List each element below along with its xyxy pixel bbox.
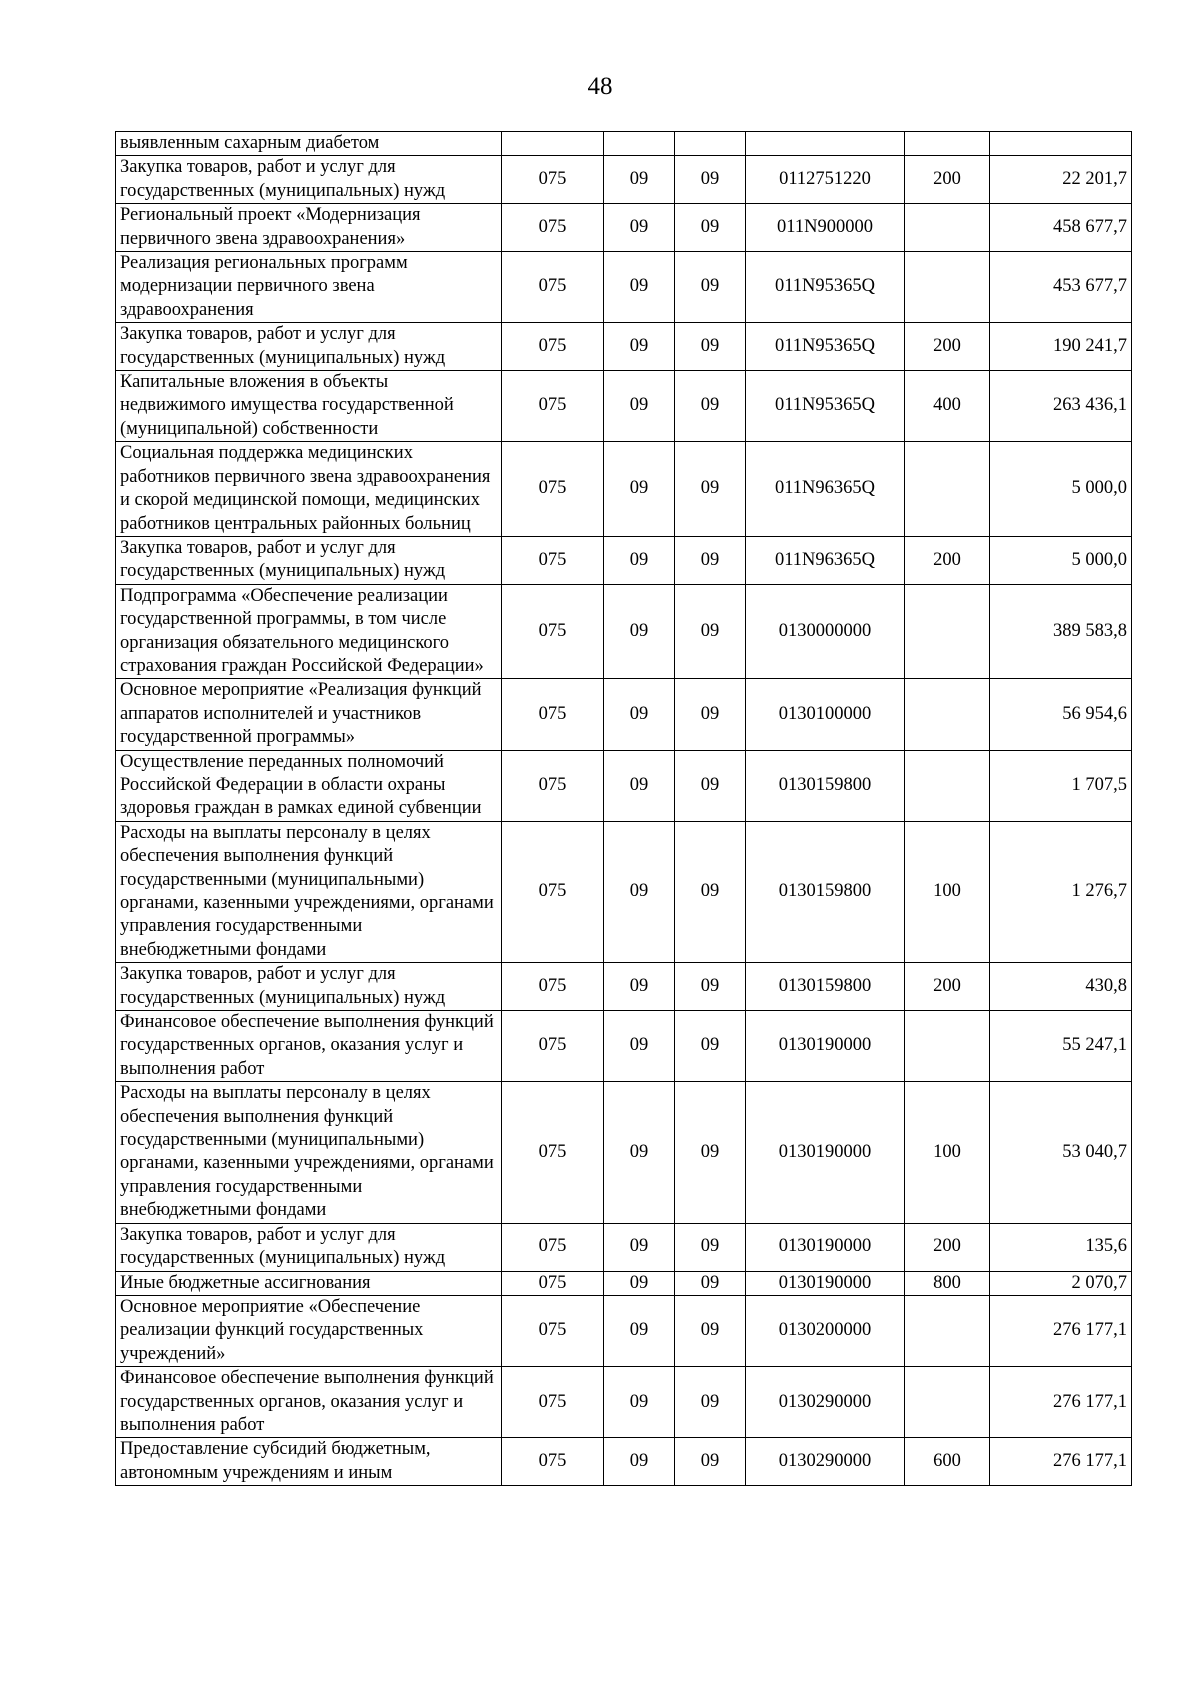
amount-cell: 389 583,8 (990, 584, 1132, 679)
subsection-code-cell: 09 (675, 156, 746, 204)
expense-type-code-cell: 200 (905, 323, 990, 371)
expense-name-cell: Закупка товаров, работ и услуг для государственных (муниципальных) нужд (116, 323, 502, 371)
ministry-code-cell: 075 (502, 1082, 604, 1223)
table-row (116, 252, 1132, 323)
amount-cell: 53 040,7 (990, 1082, 1132, 1223)
target-item-code-cell: 0130190000 (746, 1082, 905, 1223)
ministry-code-cell: 075 (502, 323, 604, 371)
target-item-code-cell: 0130190000 (746, 1223, 905, 1271)
expense-name-cell: Закупка товаров, работ и услуг для государственных (муниципальных) нужд (116, 156, 502, 204)
subsection-code-cell: 09 (675, 963, 746, 1011)
section-code-cell: 09 (604, 1271, 675, 1295)
expense-name-cell: Подпрограмма «Обеспечение реализации государственной программы, в том числе организация обязательного медицинского страхования граждан Российской Федерации» (116, 584, 502, 679)
table-row (116, 1271, 1132, 1295)
table-row (116, 1295, 1132, 1366)
ministry-code-cell: 075 (502, 1011, 604, 1082)
target-item-code-cell: 0130200000 (746, 1295, 905, 1366)
subsection-code-cell: 09 (675, 536, 746, 584)
section-code-cell: 09 (604, 1011, 675, 1082)
subsection-code-cell: 09 (675, 252, 746, 323)
subsection-code-cell: 09 (675, 679, 746, 750)
section-code-cell (604, 132, 675, 156)
amount-cell: 263 436,1 (990, 371, 1132, 442)
target-item-code-cell (746, 132, 905, 156)
expense-type-code-cell: 600 (905, 1438, 990, 1486)
target-item-code-cell: 0130159800 (746, 963, 905, 1011)
ministry-code-cell: 075 (502, 1438, 604, 1486)
ministry-code-cell: 075 (502, 156, 604, 204)
ministry-code-cell: 075 (502, 1295, 604, 1366)
budget-table (115, 131, 1132, 1486)
amount-cell: 56 954,6 (990, 679, 1132, 750)
expense-name-cell: Капитальные вложения в объекты недвижимого имущества государственной (муниципальной) собственности (116, 371, 502, 442)
section-code-cell: 09 (604, 963, 675, 1011)
subsection-code-cell: 09 (675, 1367, 746, 1438)
expense-type-code-cell (905, 679, 990, 750)
section-code-cell: 09 (604, 750, 675, 821)
page-number: 48 (587, 73, 613, 100)
section-code-cell: 09 (604, 1082, 675, 1223)
ministry-code-cell: 075 (502, 750, 604, 821)
ministry-code-cell: 075 (502, 1271, 604, 1295)
amount-cell: 2 070,7 (990, 1271, 1132, 1295)
subsection-code-cell: 09 (675, 1223, 746, 1271)
expense-name-cell: выявленным сахарным диабетом (116, 132, 502, 156)
expense-type-code-cell: 200 (905, 963, 990, 1011)
section-code-cell: 09 (604, 156, 675, 204)
section-code-cell: 09 (604, 1295, 675, 1366)
amount-cell (990, 132, 1132, 156)
expense-type-code-cell: 200 (905, 1223, 990, 1271)
target-item-code-cell: 0112751220 (746, 156, 905, 204)
expense-type-code-cell (905, 1367, 990, 1438)
section-code-cell: 09 (604, 1367, 675, 1438)
amount-cell: 276 177,1 (990, 1295, 1132, 1366)
expense-type-code-cell (905, 442, 990, 537)
amount-cell: 55 247,1 (990, 1011, 1132, 1082)
section-code-cell: 09 (604, 584, 675, 679)
amount-cell: 276 177,1 (990, 1438, 1132, 1486)
expense-type-code-cell (905, 1295, 990, 1366)
section-code-cell: 09 (604, 204, 675, 252)
subsection-code-cell: 09 (675, 1295, 746, 1366)
target-item-code-cell: 0130190000 (746, 1011, 905, 1082)
target-item-code-cell: 0130159800 (746, 821, 905, 962)
ministry-code-cell (502, 132, 604, 156)
table-row (116, 132, 1132, 156)
section-code-cell: 09 (604, 323, 675, 371)
amount-cell: 458 677,7 (990, 204, 1132, 252)
subsection-code-cell: 09 (675, 323, 746, 371)
expense-type-code-cell (905, 204, 990, 252)
subsection-code-cell: 09 (675, 442, 746, 537)
section-code-cell: 09 (604, 536, 675, 584)
amount-cell: 190 241,7 (990, 323, 1132, 371)
expense-type-code-cell: 800 (905, 1271, 990, 1295)
subsection-code-cell: 09 (675, 584, 746, 679)
amount-cell: 1 276,7 (990, 821, 1132, 962)
budget-table-body (116, 132, 1132, 1486)
expense-name-cell: Реализация региональных программ модернизации первичного звена здравоохранения (116, 252, 502, 323)
expense-name-cell: Закупка товаров, работ и услуг для государственных (муниципальных) нужд (116, 1223, 502, 1271)
amount-cell: 453 677,7 (990, 252, 1132, 323)
ministry-code-cell: 075 (502, 1223, 604, 1271)
target-item-code-cell: 011N96365Q (746, 536, 905, 584)
table-row (116, 963, 1132, 1011)
section-code-cell: 09 (604, 1223, 675, 1271)
table-row (116, 821, 1132, 962)
expense-type-code-cell: 200 (905, 156, 990, 204)
expense-name-cell: Предоставление субсидий бюджетным, автономным учреждениям и иным (116, 1438, 502, 1486)
subsection-code-cell: 09 (675, 1438, 746, 1486)
ministry-code-cell: 075 (502, 536, 604, 584)
table-row (116, 536, 1132, 584)
table-row (116, 679, 1132, 750)
table-row (116, 750, 1132, 821)
subsection-code-cell: 09 (675, 1011, 746, 1082)
target-item-code-cell: 0130190000 (746, 1271, 905, 1295)
table-row (116, 1438, 1132, 1486)
table-row (116, 323, 1132, 371)
table-row (116, 371, 1132, 442)
expense-type-code-cell: 100 (905, 821, 990, 962)
subsection-code-cell: 09 (675, 1271, 746, 1295)
target-item-code-cell: 011N900000 (746, 204, 905, 252)
table-row (116, 156, 1132, 204)
table-row (116, 442, 1132, 537)
table-row (116, 1011, 1132, 1082)
section-code-cell: 09 (604, 371, 675, 442)
amount-cell: 1 707,5 (990, 750, 1132, 821)
target-item-code-cell: 011N95365Q (746, 252, 905, 323)
expense-name-cell: Закупка товаров, работ и услуг для государственных (муниципальных) нужд (116, 536, 502, 584)
ministry-code-cell: 075 (502, 1367, 604, 1438)
expense-name-cell: Закупка товаров, работ и услуг для государственных (муниципальных) нужд (116, 963, 502, 1011)
ministry-code-cell: 075 (502, 371, 604, 442)
ministry-code-cell: 075 (502, 963, 604, 1011)
expense-type-code-cell: 400 (905, 371, 990, 442)
expense-name-cell: Расходы на выплаты персоналу в целях обеспечения выполнения функций государственными (муниципальными) органами, казенными учреждениями, органами управления государственными внебюджетными фондами (116, 1082, 502, 1223)
subsection-code-cell: 09 (675, 1082, 746, 1223)
target-item-code-cell: 0130000000 (746, 584, 905, 679)
expense-type-code-cell (905, 252, 990, 323)
amount-cell: 22 201,7 (990, 156, 1132, 204)
subsection-code-cell (675, 132, 746, 156)
target-item-code-cell: 011N95365Q (746, 371, 905, 442)
ministry-code-cell: 075 (502, 679, 604, 750)
amount-cell: 5 000,0 (990, 442, 1132, 537)
amount-cell: 430,8 (990, 963, 1132, 1011)
expense-name-cell: Финансовое обеспечение выполнения функций государственных органов, оказания услуг и выполнения работ (116, 1011, 502, 1082)
section-code-cell: 09 (604, 679, 675, 750)
table-row (116, 1223, 1132, 1271)
expense-type-code-cell: 200 (905, 536, 990, 584)
expense-type-code-cell (905, 584, 990, 679)
ministry-code-cell: 075 (502, 584, 604, 679)
table-row (116, 1082, 1132, 1223)
amount-cell: 135,6 (990, 1223, 1132, 1271)
amount-cell: 5 000,0 (990, 536, 1132, 584)
subsection-code-cell: 09 (675, 371, 746, 442)
section-code-cell: 09 (604, 442, 675, 537)
ministry-code-cell: 075 (502, 204, 604, 252)
expense-name-cell: Социальная поддержка медицинских работников первичного звена здравоохранения и скорой медицинской помощи, медицинских работников центральных районных больниц (116, 442, 502, 537)
table-row (116, 584, 1132, 679)
amount-cell: 276 177,1 (990, 1367, 1132, 1438)
ministry-code-cell: 075 (502, 252, 604, 323)
expense-name-cell: Основное мероприятие «Реализация функций аппаратов исполнителей и участников государственной программы» (116, 679, 502, 750)
expense-type-code-cell (905, 132, 990, 156)
target-item-code-cell: 0130290000 (746, 1367, 905, 1438)
table-row (116, 1367, 1132, 1438)
subsection-code-cell: 09 (675, 821, 746, 962)
subsection-code-cell: 09 (675, 750, 746, 821)
section-code-cell: 09 (604, 1438, 675, 1486)
expense-type-code-cell: 100 (905, 1082, 990, 1223)
target-item-code-cell: 011N96365Q (746, 442, 905, 537)
table-row (116, 204, 1132, 252)
ministry-code-cell: 075 (502, 442, 604, 537)
expense-name-cell: Основное мероприятие «Обеспечение реализации функций государственных учреждений» (116, 1295, 502, 1366)
target-item-code-cell: 0130290000 (746, 1438, 905, 1486)
expense-type-code-cell (905, 1011, 990, 1082)
expense-name-cell: Расходы на выплаты персоналу в целях обеспечения выполнения функций государственными (муниципальными) органами, казенными учреждениями, органами управления государственными внебюджетными фондами (116, 821, 502, 962)
expense-name-cell: Иные бюджетные ассигнования (116, 1271, 502, 1295)
section-code-cell: 09 (604, 821, 675, 962)
target-item-code-cell: 011N95365Q (746, 323, 905, 371)
target-item-code-cell: 0130159800 (746, 750, 905, 821)
expense-name-cell: Финансовое обеспечение выполнения функций государственных органов, оказания услуг и выполнения работ (116, 1367, 502, 1438)
expense-type-code-cell (905, 750, 990, 821)
expense-name-cell: Осуществление переданных полномочий Российской Федерации в области охраны здоровья граждан в рамках единой субвенции (116, 750, 502, 821)
ministry-code-cell: 075 (502, 821, 604, 962)
subsection-code-cell: 09 (675, 204, 746, 252)
section-code-cell: 09 (604, 252, 675, 323)
target-item-code-cell: 0130100000 (746, 679, 905, 750)
expense-name-cell: Региональный проект «Модернизация первичного звена здравоохранения» (116, 204, 502, 252)
